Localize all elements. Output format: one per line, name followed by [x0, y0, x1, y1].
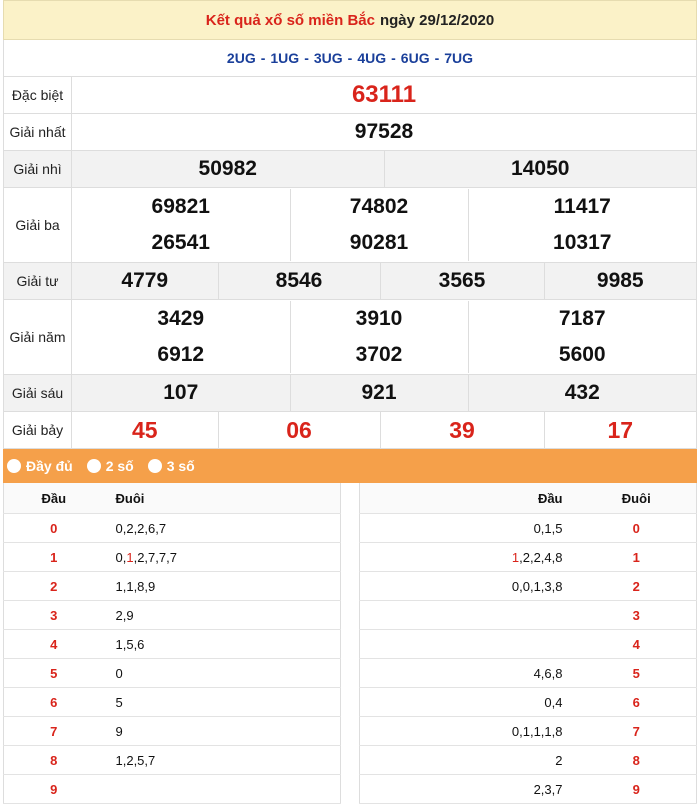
tail-digits: 1,2,5,7 — [104, 746, 341, 775]
table-row — [360, 659, 697, 688]
head-digits: 0,4 — [360, 688, 577, 717]
head-digit: 5 — [4, 659, 104, 688]
prize-row-special — [4, 77, 697, 114]
table-row — [4, 775, 341, 804]
prize-number: 5600 — [468, 337, 696, 373]
prize-number: 3429 — [157, 307, 205, 330]
prize-number: 06 — [218, 412, 380, 448]
prize-number: 26541 — [151, 231, 210, 254]
head-digit: 0 — [4, 514, 104, 543]
draw-code: 3UG — [313, 50, 343, 66]
head-digits: 2 — [360, 746, 577, 775]
table-row — [4, 746, 341, 775]
tail-highlight: 1 — [126, 549, 134, 565]
results-panel — [3, 0, 697, 804]
prize-number: 97528 — [72, 114, 697, 151]
table-row — [4, 659, 341, 688]
prize-row-first — [4, 114, 697, 151]
head-digits: 4,6,8 — [360, 659, 577, 688]
prize-number: 50982 — [72, 151, 384, 187]
prize-label: Giải bảy — [4, 412, 72, 449]
prize-number: 6912 — [157, 343, 205, 366]
prize-number: 69821 — [151, 195, 210, 218]
radio-icon[interactable] — [87, 459, 101, 473]
table-row — [4, 630, 341, 659]
col-header-head: Đầu — [4, 483, 104, 514]
prize-label: Giải tư — [4, 263, 72, 300]
draw-code: 6UG — [400, 50, 430, 66]
draw-code: 2UG — [226, 50, 256, 66]
head-digits — [360, 543, 577, 572]
table-row — [360, 746, 697, 775]
head-digit: 2 — [4, 572, 104, 601]
head-highlight: 1 — [511, 549, 520, 565]
option-3-digits[interactable] — [148, 458, 195, 474]
tail-digits: 5 — [104, 688, 341, 717]
tail-digits: 1,1,8,9 — [104, 572, 341, 601]
table-row — [360, 717, 697, 746]
draw-codes: 2UG - 1UG - 3UG - 4UG - 6UG - 7UG — [3, 40, 697, 76]
head-digit: 1 — [4, 543, 104, 572]
tail-digits — [104, 543, 341, 572]
tail-digit: 4 — [577, 630, 697, 659]
table-row — [360, 514, 697, 543]
display-options-bar — [3, 449, 697, 483]
tail-digits: 0,2,2,6,7 — [104, 514, 341, 543]
prize-number: 432 — [468, 375, 696, 411]
option-label: 2 số — [105, 458, 134, 474]
table-row — [4, 572, 341, 601]
radio-icon[interactable] — [7, 459, 21, 473]
tail-digits: 0 — [104, 659, 341, 688]
prize-number: 90281 — [290, 225, 468, 261]
prize-number: 3565 — [380, 263, 544, 299]
prize-row-fifth — [4, 300, 697, 375]
prize-row-third — [4, 188, 697, 263]
option-full[interactable] — [7, 458, 73, 474]
prize-row-fourth — [4, 263, 697, 300]
prize-row-sixth — [4, 375, 697, 412]
tail-digit: 1 — [577, 543, 697, 572]
table-row — [360, 601, 697, 630]
draw-code: 1UG — [270, 50, 300, 66]
title-date[interactable]: ngày 29/12/2020 — [379, 11, 495, 29]
head-part: ,2,2,4,8 — [519, 549, 563, 565]
tail-digits: 1,5,6 — [104, 630, 341, 659]
col-header-head: Đầu — [360, 483, 577, 514]
head-digits: 0,1,5 — [360, 514, 577, 543]
prize-label: Giải năm — [4, 300, 72, 375]
table-row — [4, 514, 341, 543]
draw-code: 7UG — [444, 50, 474, 66]
tail-digit: 0 — [577, 514, 697, 543]
table-row — [360, 630, 697, 659]
prize-number: 107 — [72, 375, 290, 411]
prize-number: 9985 — [544, 263, 696, 299]
prize-label: Giải nhì — [4, 151, 72, 188]
prize-label: Giải sáu — [4, 375, 72, 412]
title-region[interactable]: Kết quả xổ số miền Bắc — [205, 11, 375, 29]
tail-digit: 8 — [577, 746, 697, 775]
table-row — [360, 543, 697, 572]
tail-digit: 3 — [577, 601, 697, 630]
tail-part: 0, — [115, 549, 127, 565]
prize-number: 45 — [131, 416, 158, 443]
head-digits: 2,3,7 — [360, 775, 577, 804]
tail-digit: 9 — [577, 775, 697, 804]
tail-digit: 7 — [577, 717, 697, 746]
prize-number: 17 — [544, 412, 696, 448]
tail-digits: 9 — [104, 717, 341, 746]
option-label: Đầy đủ — [26, 458, 73, 474]
prize-label: Giải nhất — [4, 114, 72, 151]
tail-digits: 2,9 — [104, 601, 341, 630]
radio-icon[interactable] — [148, 459, 162, 473]
page-title — [3, 0, 697, 40]
tail-digit: 5 — [577, 659, 697, 688]
prize-number: 14050 — [384, 151, 696, 187]
option-2-digits[interactable] — [87, 458, 134, 474]
option-label: 3 số — [166, 458, 195, 474]
prize-row-second — [4, 151, 697, 188]
col-header-tail: Đuôi — [577, 483, 697, 514]
results-table — [3, 76, 697, 449]
tail-digit: 6 — [577, 688, 697, 717]
prize-number: 3702 — [290, 337, 468, 373]
prize-number: 74802 — [290, 189, 468, 225]
table-row — [360, 688, 697, 717]
tail-table — [359, 483, 697, 804]
head-table — [3, 483, 341, 804]
col-header-tail: Đuôi — [104, 483, 341, 514]
prize-row-seventh — [4, 412, 697, 449]
prize-number: 10317 — [468, 225, 696, 261]
head-digit: 3 — [4, 601, 104, 630]
head-digit: 4 — [4, 630, 104, 659]
prize-number: 7187 — [468, 301, 696, 337]
head-digit: 7 — [4, 717, 104, 746]
draw-code: 4UG — [357, 50, 387, 66]
prize-label: Đặc biệt — [4, 77, 72, 114]
prize-number: 8546 — [218, 263, 380, 299]
loto-tables — [3, 483, 697, 804]
table-row — [360, 572, 697, 601]
prize-number: 3910 — [290, 301, 468, 337]
prize-label: Giải ba — [4, 188, 72, 263]
tail-digits — [104, 775, 341, 804]
head-digits: 0,1,1,1,8 — [360, 717, 577, 746]
head-digits — [360, 630, 577, 659]
tail-digit: 2 — [577, 572, 697, 601]
prize-number: 39 — [380, 412, 544, 448]
head-digits — [360, 601, 577, 630]
table-row — [4, 543, 341, 572]
head-digits: 0,0,1,3,8 — [360, 572, 577, 601]
head-digit: 8 — [4, 746, 104, 775]
head-digit: 6 — [4, 688, 104, 717]
table-row — [4, 601, 341, 630]
table-row — [4, 688, 341, 717]
table-row — [4, 717, 341, 746]
head-digit: 9 — [4, 775, 104, 804]
prize-number: 11417 — [468, 189, 696, 225]
prize-number: 4779 — [72, 263, 218, 299]
prize-number: 63111 — [72, 77, 697, 114]
tail-part: ,2,7,7,7 — [133, 549, 177, 565]
prize-number: 921 — [290, 375, 468, 411]
table-row — [360, 775, 697, 804]
